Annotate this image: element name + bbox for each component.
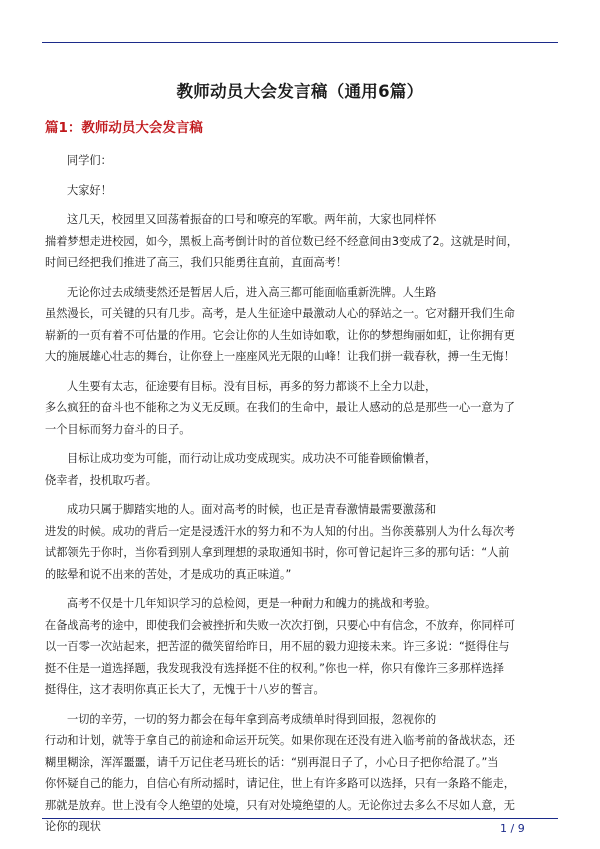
paragraph-line: 一切的辛劳，一切的努力都会在每年拿到高考成绩单时得到回报，忽视你的 [67, 712, 437, 726]
section-title: 篇1：教师动员大会发言稿 [45, 120, 203, 136]
paragraph-line: 那就是放弃。世上没有令人绝望的处境，只有对处境绝望的人。无论你过去多么不尽如人意，无 [45, 798, 515, 812]
paragraph-line: 挺不住是一道选择题，我发现我没有选择挺不住的权利。”你也一样，你只有像许三多那样选择 [45, 661, 504, 675]
paragraph-line: 多么疯狂的奋斗也不能称之为义无反顾。在我们的生命中，最让人感动的总是那些一心一意为了 [45, 401, 515, 414]
paragraph-line: 揣着梦想走进校园，如今，黑板上高考倒计时的首位数已经不经意间由3变成了2。这就是时间， [45, 234, 518, 248]
paragraph [45, 180, 557, 202]
paragraph-line: 进发的时候。成功的背后一定是浸透汗水的努力和不为人知的付出。当你羡慕别人为什么每次考 [45, 524, 515, 538]
paragraph [45, 448, 557, 491]
paragraph-line: 试都领先于你时，当你看到别人拿到理想的录取通知书时，你可曾记起许三多的那句话：“人前 [45, 546, 510, 559]
document-body [45, 150, 557, 846]
document-title: 教师动员大会发言稿（通用6篇） [176, 82, 424, 101]
paragraph-line: 时间已经把我们推进了高三，我们只能勇往直前，直面高考！ [45, 256, 348, 269]
paragraph-line: 一个目标而努力奋斗的日子。 [45, 422, 191, 436]
paragraph-line: 大家好！ [67, 183, 112, 197]
paragraph-line: 糊里糊涂，浑浑噩噩，请千万记住老马班长的话：“别再混日子了，小心日子把你给混了。”当 [45, 755, 499, 769]
paragraph-line: 虽然漫长，可关键的只有几步。高考，是人生征途中最激动人心的驿站之一。它对翻开我们生命 [45, 307, 515, 320]
paragraph [45, 282, 557, 368]
paragraph [45, 376, 557, 441]
paragraph-line: 人生要有太志，征途要有目标。没有目标，再多的努力都谈不上全力以赴， [67, 379, 437, 393]
paragraph [45, 150, 557, 172]
header-rule [42, 42, 558, 43]
page-number: 1 / 9 [500, 822, 525, 835]
paragraph-line: 这几天，校园里又回荡着振奋的口号和嘹亮的军歌。两年前，大家也同样怀 [67, 213, 437, 226]
paragraph-line: 挺得住，这才表明你真正长大了，无愧于十八岁的誓言。 [45, 683, 325, 696]
paragraph-line: 无论你过去成绩斐然还是暂居人后，进入高三都可能面临重新洗牌。人生路 [67, 285, 437, 299]
paragraph-line: 论你的现状 [45, 820, 101, 833]
paragraph-line: 高考不仅是十几年知识学习的总检阅，更是一种耐力和魄力的挑战和考验。 [67, 597, 437, 610]
paragraph-line: 成功只属于脚踏实地的人。面对高考的时候，也正是青春激情最需要激荡和 [67, 503, 437, 516]
paragraph-line: 以一百零一次站起来，把苦涩的微笑留给昨日，用不屈的毅力迎接未来。许三多说：“挺得住与 [45, 640, 510, 653]
footer-rule [42, 818, 558, 819]
paragraph [45, 593, 557, 701]
paragraph-line: 目标让成功变为可能，而行动让成功变成现实。成功决不可能眷顾偷懒者， [67, 452, 437, 465]
paragraph-line: 侥幸者，投机取巧者。 [45, 473, 157, 487]
paragraph-line: 同学们： [67, 154, 112, 167]
paragraph-line: 崭新的一页有着不可估量的作用。它会让你的人生如诗如歌，让你的梦想绚丽如虹，让你拥有更 [45, 328, 515, 342]
paragraph-line: 的眩晕和说不出来的苦处，才是成功的真正味道。” [45, 567, 292, 581]
paragraph [45, 209, 557, 274]
paragraph-line: 你怀疑自己的能力，自信心有所动摇时，请记住，世上有许多路可以选择，只有一条路不能走， [45, 777, 515, 790]
paragraph-line: 大的施展雄心壮志的舞台，让你登上一座座风光无限的山峰！让我们拼一载春秋，搏一生无悔！ [45, 350, 515, 363]
paragraph [45, 499, 557, 585]
paragraph-line: 行动和计划，就等于拿自己的前途和命运开玩笑。如果你现在还没有进入临考前的备战状态，还 [45, 734, 515, 747]
paragraph-line: 在备战高考的途中，即使我们会被挫折和失败一次次打倒，只要心中有信念，不放弃，你同样可 [45, 618, 515, 632]
